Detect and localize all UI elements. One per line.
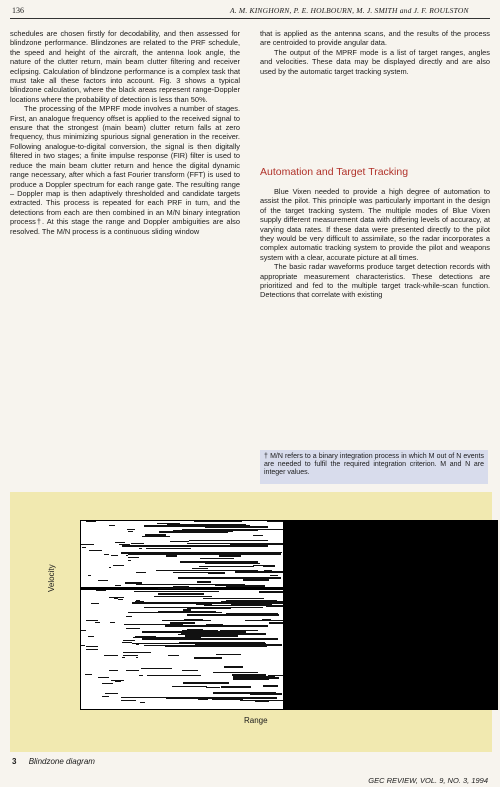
blindzone-streak bbox=[126, 555, 128, 556]
blindzone-streak bbox=[216, 654, 241, 655]
blindzone-streak bbox=[147, 675, 201, 676]
footnote: † M/N refers to a binary integration process in which M out of N events are needed to fulfil the required integration criterion. M and N are integer values. bbox=[260, 450, 488, 484]
blindzone-streak bbox=[144, 643, 246, 644]
blindzone-streak bbox=[240, 552, 272, 554]
blindzone-streak bbox=[206, 687, 220, 688]
blindzone-streak bbox=[270, 575, 278, 576]
blindzone-streak bbox=[109, 567, 111, 568]
blindzone-streak bbox=[128, 557, 139, 558]
journal-footer: GEC REVIEW, VOL. 9, NO. 3, 1994 bbox=[368, 776, 488, 785]
figure-caption bbox=[12, 757, 95, 766]
blindzone-streak bbox=[133, 643, 138, 644]
blindzone-streak bbox=[102, 683, 113, 684]
blindzone-streak bbox=[259, 591, 283, 593]
blindzone-streak bbox=[81, 630, 86, 631]
blindzone-streak bbox=[98, 677, 109, 678]
blindzone-streak bbox=[123, 640, 135, 641]
blindzone-streak bbox=[126, 670, 139, 671]
blindzone-streak bbox=[111, 555, 118, 556]
blindzone-streak bbox=[111, 680, 124, 681]
blindzone-streak bbox=[208, 572, 225, 574]
blindzone-streak bbox=[250, 604, 272, 605]
blindzone-streak bbox=[187, 608, 231, 609]
blindzone-streak bbox=[86, 649, 98, 650]
blindzone-streak bbox=[88, 636, 94, 637]
blindzone-streak bbox=[82, 547, 86, 548]
blindzone-streak bbox=[118, 599, 123, 600]
blindzone-streak bbox=[263, 685, 278, 687]
blindzone-streak bbox=[213, 672, 258, 673]
blindzone-streak bbox=[166, 555, 177, 557]
blindzone-streak bbox=[192, 568, 208, 569]
caption-text: Blindzone diagram bbox=[28, 757, 95, 766]
blindzone-streak bbox=[253, 535, 263, 536]
y-axis-label: Velocity bbox=[47, 564, 56, 592]
blindzone-streak bbox=[198, 699, 208, 700]
blindzone-streak bbox=[162, 620, 211, 621]
blindzone-streak bbox=[172, 686, 207, 687]
blindzone-streak bbox=[226, 585, 265, 587]
right-paragraph-4: The basic radar waveforms produce target detection records with appropriate measurement characteristics. These detections are prioritized and fed to the multiple target track-while-scan function. Detections that correlate with existing bbox=[260, 262, 490, 300]
blindzone-streak bbox=[136, 644, 139, 645]
blindzone-streak bbox=[239, 529, 283, 530]
blindzone-streak bbox=[264, 570, 272, 571]
blindzone-streak bbox=[145, 534, 166, 536]
blindzone-streak bbox=[81, 544, 94, 545]
blindzone-streak bbox=[140, 702, 145, 703]
blindzone-streak bbox=[105, 693, 118, 694]
blindzone-streak bbox=[136, 657, 138, 658]
blindzone-streak bbox=[86, 620, 98, 621]
blindzone-streak bbox=[178, 577, 281, 579]
blindzone-streak bbox=[183, 682, 229, 684]
blindzone-streak bbox=[136, 600, 140, 601]
blindzone-streak bbox=[109, 525, 115, 526]
header-rule bbox=[10, 18, 490, 19]
blindzone-streak bbox=[157, 523, 180, 524]
blindzone-streak bbox=[128, 531, 133, 532]
blindzone-streak bbox=[91, 603, 99, 604]
blindzone-streak bbox=[158, 588, 196, 589]
blindzone-streak bbox=[104, 554, 109, 555]
blindzone-streak bbox=[267, 521, 283, 522]
right-paragraph-2: The output of the MPRF mode is a list of target ranges, angles and velocities. These data may be displayed directly and are also used by the automatic target tracking system. bbox=[260, 47, 490, 76]
blindzone-streak bbox=[86, 521, 96, 522]
blindzone-streak bbox=[158, 611, 216, 613]
blindzone-streak bbox=[142, 536, 170, 537]
blindzone-streak bbox=[122, 657, 125, 658]
blindzone-streak bbox=[235, 571, 283, 573]
left-paragraph-2: The processing of the MPRF mode involves a number of stages. First, an analogue frequency offset is applied to the received signal to ensure that the strongest (main beam) clutter return falls at zero frequency, thus minimizing spurious signal generation in the receiver. Following analogue-to-digital conversion, the signal is then digitally filtered in two stages; a finite impulse response (FIR) filter is used to reduce the main beam clutter return and hence the digital dynamic range necessary, after which a fast Fourier transform (FFT) is used to produce a Doppler spectrum for each range gate. The resulting range – Doppler map is then adaptively thresholded and candidate targets extracted. This process is repeated for each PRF in turn, and the detections from each are then combined in an M/N binary integration process†. At this stage the range and Doppler ambiguities are also resolved. The M/N process is a continuous sliding window bbox=[10, 104, 240, 236]
blindzone-plot bbox=[80, 520, 498, 710]
blindzone-streak bbox=[182, 670, 198, 671]
blindzone-streak bbox=[104, 655, 118, 656]
right-paragraph-1: that is applied as the antenna scans, and the results of the process are centroided to provide angular data. bbox=[260, 29, 490, 48]
blindzone-streak bbox=[226, 600, 277, 601]
blindzone-streak bbox=[245, 620, 283, 621]
blindzone-streak bbox=[262, 619, 271, 620]
blindzone-streak bbox=[123, 655, 138, 656]
blindzone-streak bbox=[102, 696, 109, 697]
blindzone-streak bbox=[141, 668, 172, 669]
blindzone-streak bbox=[119, 544, 130, 545]
blindzone-streak bbox=[142, 638, 278, 640]
blindzone-streak bbox=[154, 596, 212, 597]
blindzone-streak bbox=[219, 555, 241, 557]
blindzone-streak bbox=[205, 563, 260, 564]
blindzone-streak bbox=[203, 603, 212, 605]
blindzone-streak bbox=[135, 636, 156, 637]
blindzone-streak bbox=[88, 575, 91, 576]
blindzone-streak bbox=[199, 566, 254, 567]
blindzone-streak bbox=[234, 614, 270, 616]
blindzone-streak bbox=[185, 635, 238, 637]
blindzone-streak bbox=[165, 625, 268, 627]
blindzone-streak bbox=[85, 674, 92, 675]
section-heading: Automation and Target Tracking bbox=[260, 166, 409, 178]
blindzone-streak bbox=[194, 521, 242, 522]
blindzone-streak bbox=[136, 584, 245, 585]
blindzone-streak bbox=[115, 542, 125, 543]
blindzone-streak bbox=[269, 622, 283, 624]
blindzone-streak bbox=[126, 697, 129, 698]
left-paragraph-1: schedules are chosen firstly for decodability, and then assessed for blindzone performance. Blindzones are related to the PRF schedule, the speed and height of the aircraft, the antenna look angle, the nature of the clutter return, main beam clutter filtering and receiver eclipsing. Calculation of blindzone performance is a complex task that must take all these factors into account. Fig. 3 shows a typical blindzone calculation, where the black areas represent range-Doppler locations where the probability of detection is less than 50%. bbox=[10, 29, 240, 104]
blindzone-streak bbox=[205, 526, 268, 528]
blindzone-streak bbox=[158, 593, 204, 595]
blindzone-streak bbox=[115, 681, 121, 682]
blindzone-streak bbox=[134, 591, 219, 592]
blindzone-streak bbox=[203, 598, 264, 599]
blindzone-streak bbox=[135, 601, 144, 602]
blindzone-streak bbox=[136, 572, 146, 573]
blindzone-streak bbox=[165, 646, 267, 647]
blindzone-streak bbox=[168, 655, 179, 656]
blindzone-streak bbox=[122, 545, 250, 547]
blindzone-streak bbox=[212, 699, 243, 700]
blindzone-streak bbox=[263, 565, 275, 567]
blindzone-streak bbox=[109, 597, 124, 598]
blindzone-streak bbox=[189, 540, 268, 541]
blindzone-streak bbox=[109, 670, 118, 671]
blind-region bbox=[283, 521, 497, 709]
blindzone-streak bbox=[113, 565, 124, 566]
blindzone-streak bbox=[128, 560, 131, 561]
blindzone-streak bbox=[139, 675, 143, 676]
blindzone-streak bbox=[243, 579, 269, 581]
blindzone-streak bbox=[264, 677, 279, 679]
blindzone-streak bbox=[95, 622, 100, 623]
blindzone-streak bbox=[121, 697, 180, 698]
blindzone-streak bbox=[159, 531, 228, 533]
right-column-top bbox=[260, 29, 490, 76]
blindzone-streak bbox=[126, 616, 132, 617]
blindzone-streak bbox=[194, 657, 222, 659]
blindzone-streak bbox=[255, 701, 269, 702]
blindzone-streak bbox=[131, 543, 144, 544]
blindzone-streak bbox=[139, 548, 142, 549]
blindzone-streak bbox=[170, 541, 189, 542]
blindzone-streak bbox=[110, 622, 115, 623]
blindzone-streak bbox=[86, 646, 98, 647]
blindzone-streak bbox=[98, 580, 108, 581]
blindzone-streak bbox=[126, 628, 140, 629]
right-column-bottom bbox=[260, 187, 490, 300]
blindzone-streak bbox=[166, 697, 277, 699]
page-number: 136 bbox=[12, 6, 24, 15]
x-axis-label: Range bbox=[244, 716, 268, 725]
blindzone-streak bbox=[146, 548, 191, 549]
left-column bbox=[10, 29, 240, 236]
blindzone-streak bbox=[266, 606, 283, 607]
right-paragraph-3: Blue Vixen needed to provide a high degree of automation to assist the pilot. This principle was particularly important in the design of the target tracking system. The multiple modes of Blue Vixen supply different measurement data with differing levels of accuracy, at varying data rates. If these data were presented directly to the pilot they would be very difficult to assimilate, so the radar incorporates a complex automatic tracking system to provide the pilot and weapons system with a clear, accurate picture at all times. bbox=[260, 187, 490, 262]
blindzone-streak bbox=[221, 686, 251, 688]
blindzone-streak bbox=[197, 581, 211, 583]
blindzone-streak bbox=[122, 642, 132, 643]
blindzone-streak bbox=[81, 645, 85, 646]
blindzone-streak bbox=[213, 692, 276, 694]
blindzone-streak bbox=[89, 550, 95, 551]
blindzone-streak bbox=[121, 700, 136, 701]
blindzone-streak bbox=[123, 652, 151, 653]
blindzone-streak bbox=[200, 558, 234, 559]
blindzone-streak bbox=[224, 666, 243, 668]
caption-number: 3 bbox=[12, 757, 17, 766]
blindzone-streak bbox=[115, 585, 121, 586]
blindzone-streak bbox=[167, 524, 246, 525]
blindzone-streak bbox=[96, 590, 106, 591]
blindzone-streak bbox=[221, 601, 283, 603]
running-head: A. M. KINGHORN, P. E. HOLBOURN, M. J. SMITH and J. F. ROULSTON bbox=[230, 6, 469, 15]
blindzone-streak bbox=[142, 631, 246, 633]
blindzone-streak bbox=[204, 605, 283, 606]
blindzone-streak bbox=[127, 529, 135, 530]
